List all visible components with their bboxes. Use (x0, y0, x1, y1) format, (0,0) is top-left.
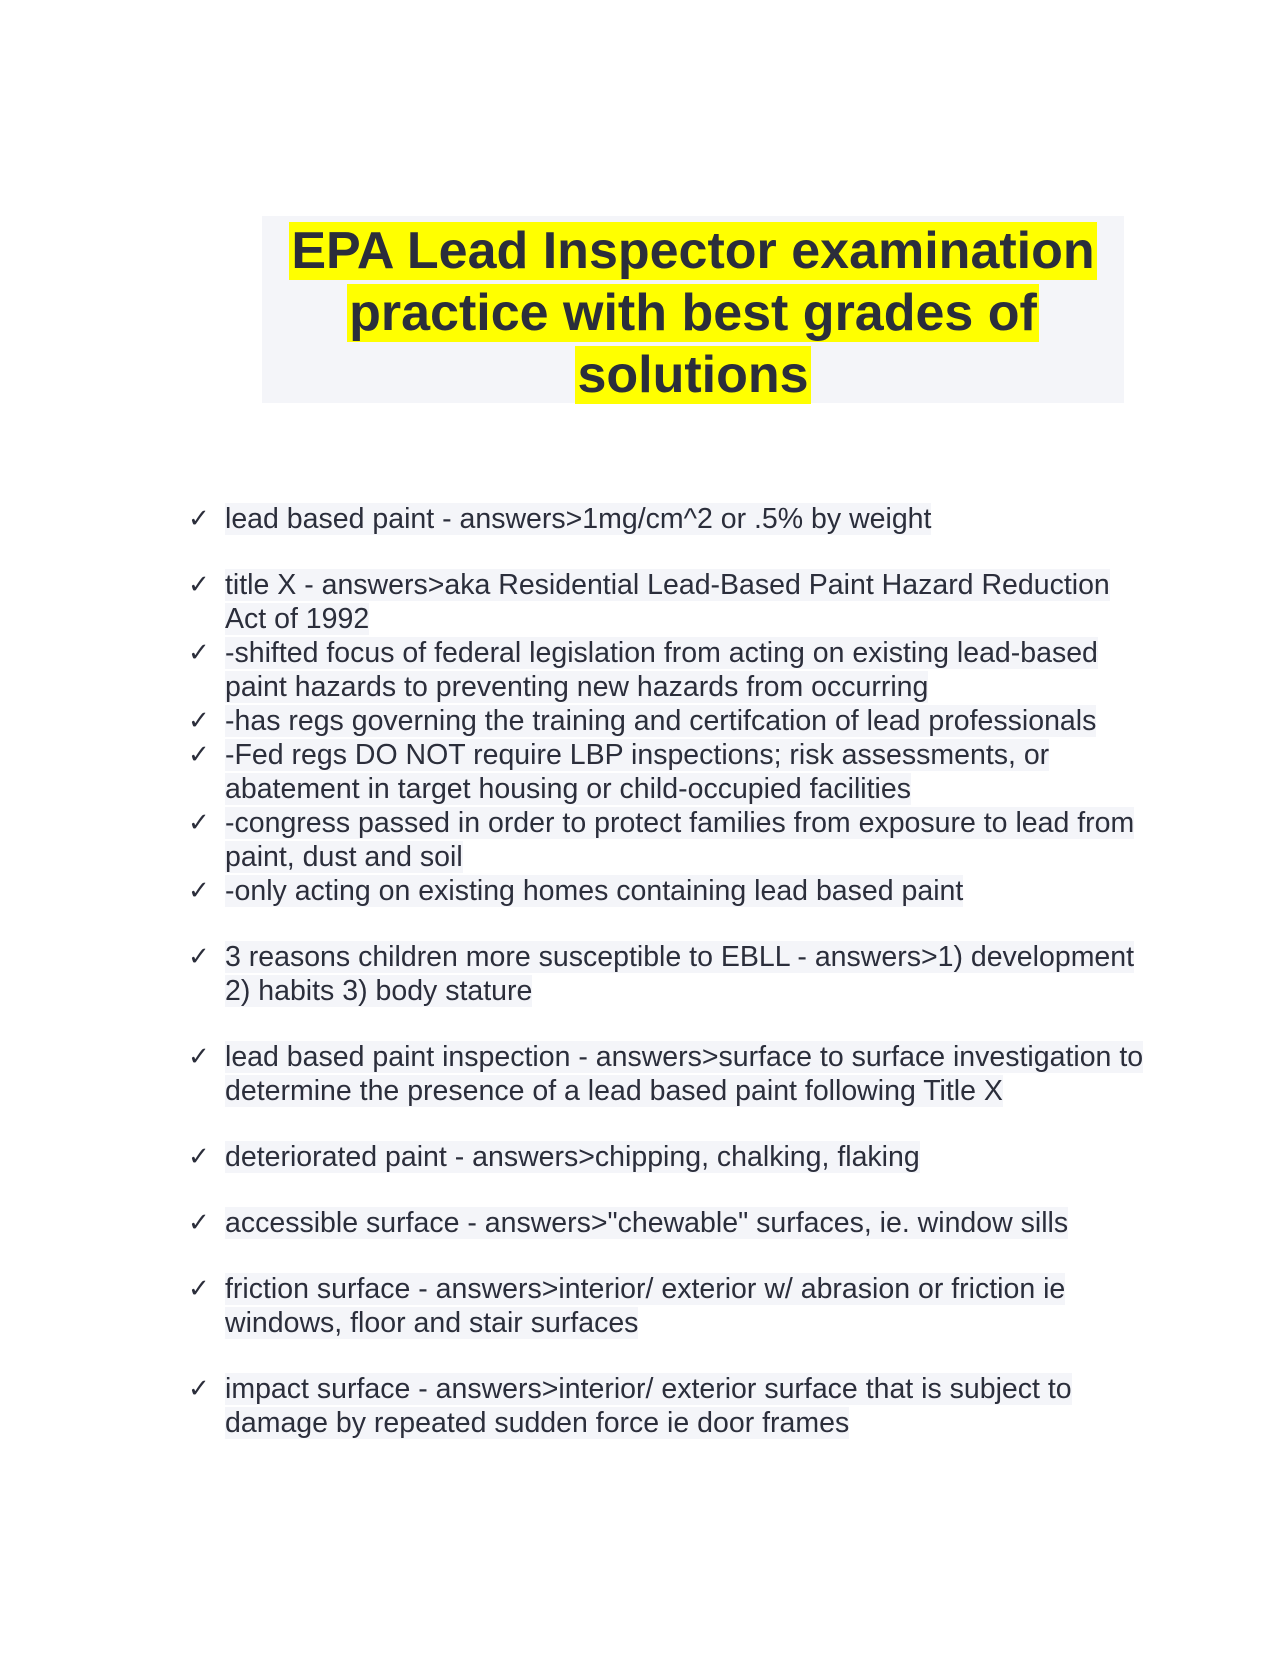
checklist (186, 502, 1146, 1440)
list-item (186, 704, 1146, 738)
list-item-text: 3 reasons children more susceptible to EBLL - answers>1) development 2) habits 3) body stature (225, 941, 1135, 1007)
list-item (186, 738, 1146, 806)
check-icon: ✓ (188, 570, 210, 600)
check-icon: ✓ (188, 504, 210, 534)
list-item (186, 806, 1146, 874)
check-icon: ✓ (188, 1208, 210, 1238)
list-item-text: deteriorated paint - answers>chipping, chalking, flaking (225, 1141, 920, 1173)
check-icon: ✓ (188, 1274, 210, 1304)
list-item (186, 874, 1146, 908)
title-line: practice with best grades of (349, 284, 1037, 342)
title-line: solutions (577, 346, 809, 404)
list-item-text: -shifted focus of federal legislation from acting on existing lead-based paint hazards to preventing new hazards from occurring (225, 637, 1098, 703)
list-item (186, 1140, 1146, 1174)
title-block (262, 216, 1124, 403)
list-item (186, 940, 1146, 1008)
check-icon: ✓ (188, 740, 210, 770)
list-item (186, 1372, 1146, 1440)
list-item-text: -has regs governing the training and certifcation of lead professionals (225, 705, 1097, 737)
list-item (186, 1272, 1146, 1340)
list-item (186, 1206, 1146, 1240)
page-title (262, 216, 1124, 406)
check-icon: ✓ (188, 638, 210, 668)
check-icon: ✓ (188, 706, 210, 736)
check-icon: ✓ (188, 876, 210, 906)
check-icon: ✓ (188, 1042, 210, 1072)
check-icon: ✓ (188, 1374, 210, 1404)
list-item-text: lead based paint inspection - answers>surface to surface investigation to determine the presence of a lead based paint following Title X (225, 1041, 1144, 1107)
list-item (186, 636, 1146, 704)
check-icon: ✓ (188, 808, 210, 838)
list-item-text: impact surface - answers>interior/ exterior surface that is subject to damage by repeated sudden force ie door frames (225, 1373, 1072, 1439)
list-item-text: friction surface - answers>interior/ exterior w/ abrasion or friction ie windows, floor and stair surfaces (225, 1273, 1066, 1339)
list-item-text: lead based paint - answers>1mg/cm^2 or .5% by weight (225, 503, 932, 535)
list-item (186, 1040, 1146, 1108)
list-item-text: -Fed regs DO NOT require LBP inspections; risk assessments, or abatement in target housing or child-occupied facilities (225, 739, 1050, 805)
list-item-text: accessible surface - answers>"chewable" surfaces, ie. window sills (225, 1207, 1069, 1239)
check-icon: ✓ (188, 1142, 210, 1172)
list-item-text: title X - answers>aka Residential Lead-Based Paint Hazard Reduction Act of 1992 (225, 569, 1110, 635)
list-item (186, 502, 1146, 536)
title-line: EPA Lead Inspector examination (291, 222, 1095, 280)
list-item-text: -congress passed in order to protect families from exposure to lead from paint, dust and soil (225, 807, 1135, 873)
list-item-text: -only acting on existing homes containing lead based paint (225, 875, 964, 907)
check-icon: ✓ (188, 942, 210, 972)
list-item (186, 568, 1146, 636)
